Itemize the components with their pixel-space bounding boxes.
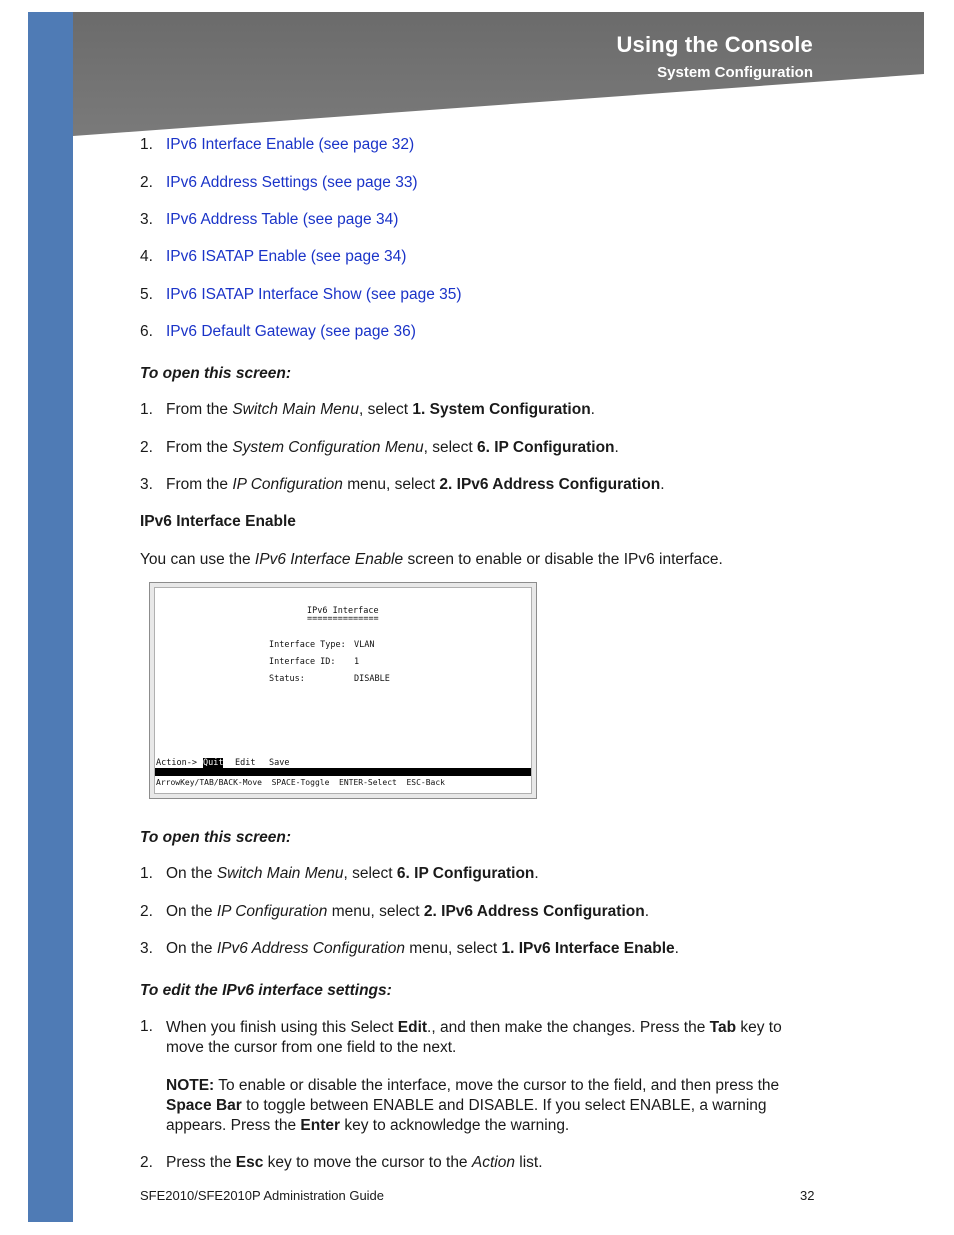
- link-ipv6-isatap-enable[interactable]: IPv6 ISATAP Enable (see page 34): [166, 248, 407, 265]
- list-number: 2.: [140, 1154, 153, 1171]
- list-number: 4.: [140, 248, 153, 265]
- link-ipv6-address-table[interactable]: IPv6 Address Table (see page 34): [166, 211, 399, 228]
- list-number: 3.: [140, 940, 153, 957]
- sidebar-stripe: [28, 12, 73, 1222]
- section-intro: You can use the IPv6 Interface Enable screen to enable or disable the IPv6 interface.: [140, 551, 723, 568]
- footer-page-number: 32: [800, 1188, 815, 1203]
- step-text: Press the Esc key to move the cursor to the Action list.: [166, 1154, 543, 1171]
- note-text: NOTE: To enable or disable the interface, move the cursor to the field, and then press the Space Bar to toggle between ENABLE and DISABLE. If you select ENABLE, a warning appears. Press the Enter key to acknowledge the warning.: [166, 1077, 780, 1134]
- console-type-value: VLAN: [354, 640, 375, 650]
- console-title: IPv6 Interface: [307, 606, 379, 616]
- list-number: 2.: [140, 439, 153, 456]
- link-ipv6-default-gateway[interactable]: IPv6 Default Gateway (see page 36): [166, 323, 416, 340]
- link-ipv6-address-settings[interactable]: IPv6 Address Settings (see page 33): [166, 174, 418, 191]
- list-number: 1.: [140, 865, 153, 882]
- section-heading: IPv6 Interface Enable: [140, 513, 296, 530]
- console-id-label: Interface ID:: [269, 657, 336, 667]
- list-number: 1.: [140, 1018, 153, 1035]
- step-text: From the IP Configuration menu, select 2. IPv6 Address Configuration.: [166, 476, 665, 493]
- page-header: [73, 12, 924, 138]
- console-title-underline: ==============: [307, 614, 379, 624]
- list-number: 3.: [140, 476, 153, 493]
- step-text: When you finish using this Select Edit., and then make the changes. Press the Tab key to move the cursor from one field to the next.: [166, 1019, 782, 1056]
- step-text: On the IPv6 Address Configuration menu, select 1. IPv6 Interface Enable.: [166, 940, 679, 957]
- console-screenshot: [149, 582, 537, 799]
- console-separator-bar: [155, 768, 531, 776]
- list-number: 2.: [140, 174, 153, 191]
- step-text: From the System Configuration Menu, select 6. IP Configuration.: [166, 439, 619, 456]
- footer-guide-title: SFE2010/SFE2010P Administration Guide: [140, 1188, 385, 1203]
- console-action-quit[interactable]: Quit: [203, 758, 224, 768]
- console-type-label: Interface Type:: [269, 640, 346, 650]
- list-number: 2.: [140, 903, 153, 920]
- list-number: 5.: [140, 286, 153, 303]
- step-text: From the Switch Main Menu, select 1. System Configuration.: [166, 401, 595, 418]
- console-status-label: Status:: [269, 674, 305, 684]
- procedure-heading: To edit the IPv6 interface settings:: [140, 982, 392, 999]
- header-title: Using the Console: [616, 32, 813, 57]
- link-ipv6-isatap-interface-show[interactable]: IPv6 ISATAP Interface Show (see page 35): [166, 286, 462, 303]
- procedure-heading: To open this screen:: [140, 829, 292, 846]
- header-subtitle: System Configuration: [657, 64, 813, 81]
- console-action-label: Action->: [156, 758, 197, 768]
- console-action-save[interactable]: Save: [269, 758, 290, 768]
- list-number: 1.: [140, 136, 153, 153]
- step-text: On the IP Configuration menu, select 2. IPv6 Address Configuration.: [166, 903, 650, 920]
- step-text: On the Switch Main Menu, select 6. IP Configuration.: [166, 865, 539, 882]
- console-id-value: 1: [354, 657, 360, 667]
- console-status-value: DISABLE: [354, 674, 390, 684]
- list-number: 3.: [140, 211, 153, 228]
- list-number: 1.: [140, 401, 153, 418]
- console-action-edit[interactable]: Edit: [235, 758, 256, 768]
- link-ipv6-interface-enable[interactable]: IPv6 Interface Enable (see page 32): [166, 136, 415, 153]
- console-screen: [154, 587, 532, 794]
- list-number: 6.: [140, 323, 153, 340]
- procedure-heading: To open this screen:: [140, 365, 292, 382]
- console-help-line: ArrowKey/TAB/BACK-Move SPACE-Toggle ENTER-Select ESC-Back: [156, 778, 445, 787]
